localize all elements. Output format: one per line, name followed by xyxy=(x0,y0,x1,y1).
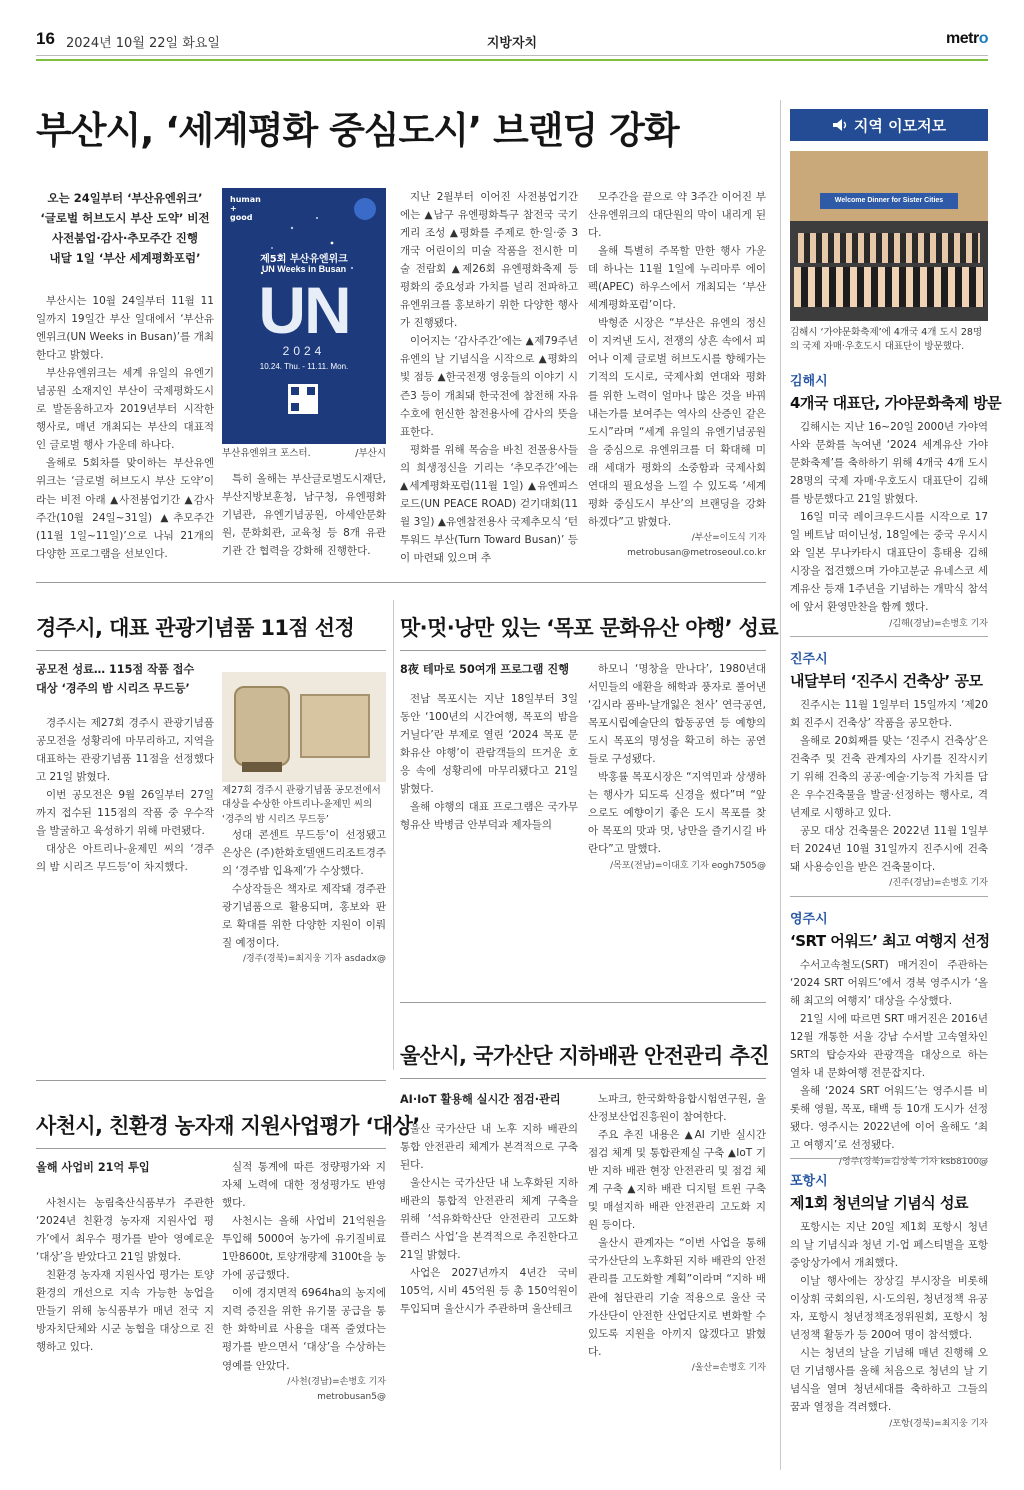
gyeongju-title-rule xyxy=(36,650,386,651)
mokpo-subhead: 8夜 테마로 50여개 프로그램 진행 xyxy=(400,663,569,676)
ulsan-col-2: 노파크, 한국화학융합시험연구원, 울산정보산업진흥원이 참여한다. 주요 추진 내용은 ▲AI 기반 실시간 점검 체계 및 통합관제실 구축 ▲IoT 기반 지하 배관 현장 안전관리 및 점검 체계 구축 ▲지하 배관 디지털 트윈 구축 및 매설지하 배관 안전관리 고도화 지원 등이다. 울산시 관계자는 “이번 사업을 통해 국가산단의 노후화된 지하 배관의 안전관리를 고도화할 계획”이라며 “지하 배관에 첨단관리 기술 적용으로 울산 국가산단이 안전한 산업단지로 변화할 수 있도록 지원을 아끼지 않겠다고 밝혔다. /울산=손병호 기자 xyxy=(588,1090,766,1456)
sacheon-col-1: 사천시는 농림축산식품부가 주관한 ‘2024년 친환경 농자재 지원사업 평가’에서 최우수 평가를 받아 영예로운 ‘대상’을 받았다고 21일 밝혔다. 친환경 농자재 지원사업 평가는 토양 환경의 개선으로 지속 가능한 농업을 만들기 위해 농식품부가 매년 전국 지방자치단체와 시군 농협을 대상으로 진행하고 있다. xyxy=(36,1197,214,1354)
column-divider xyxy=(393,600,394,1070)
section-name: 지방자치 xyxy=(486,36,538,51)
sidebar-body-pohang: 포항시는 지난 20일 제1회 포항시 청년의 날 기념식과 청년 기-업 페스티벌을 포항중앙상가에서 개최했다. 이날 행사에는 장상길 부시장을 비롯해 이상휘 국회의원, 시·도의원, 청년정책 유공자, 포항시 청년정책조정위원회, 포항시 청년정책 활동가 등 200여 명이 참석했다. 시는 청년의 날을 기념해 매년 진행해 오던 기념행사를 올해 처음으로 청년의 날 기념식을 열며 청년세대를 축하하고 그들의 꿈과 열정을 격려했다. /포항(경북)=최지웅 기자 xyxy=(790,1221,988,1429)
sidebar-body-gimhae: 김해시는 지난 16~20일 2000년 가야역사와 문화를 녹여낸 ‘2024 세계유산 가야문화축제’를 축하하기 위해 4개국 4개 도시 28명의 국제 자매·우호도시 대표단이 김해를 방문했다고 21일 밝혔다. 16일 미국 레이크우드시를 시작으로 17일 베트남 떠이닌성, 18일에는 중국 우시시와 일본 무나카타시 대표단이 흥태용 김해시장을 접견했으며 가야고분군 유네스코 세계유산 등재 1주년을 기념하는 개막식 참석에 앞서 환영만찬을 함께 했다. /김해(경남)=손병호 기자 xyxy=(790,421,988,629)
sidebar-title-jinju: 내달부터 ‘진주시 건축상’ 공모 xyxy=(790,672,983,690)
mokpo-col-1: 전남 목포시는 지난 18일부터 3일 동안 ‘100년의 시간여행, 목포의 밤을 거닐다’란 부제로 열린 ‘2024 목포 문화유산 야행’이 관람객들의 뜨거운 호응 속에 성황리에 마무리됐다고 21일 밝혔다. 올해 야행의 대표 프로그램은 국가무형유산 박병금 안부덕과 제자들의 xyxy=(400,693,578,832)
sacheon-subhead: 올해 사업비 21억 투입 xyxy=(36,1161,150,1174)
gyeongju-photo-caption: 제27회 경주시 관광기념품 공모전에서 대상을 수상한 아트리나-윤제민 씨의 ‘경주의 밤 시리즈 무드등’ xyxy=(222,785,381,825)
gyeongju-headline: 경주시, 대표 관광기념품 11점 선정 xyxy=(36,616,355,640)
sidebar-title-pohang: 제1회 청년의날 기념식 성료 xyxy=(790,1194,968,1212)
sidebar-divider xyxy=(780,100,781,1470)
sacheon-title-rule xyxy=(36,1148,386,1149)
mokpo-col-2: 하모니 ‘명창을 만나다’, 1980년대 서민들의 애환을 해학과 풍자로 풀어낸 ‘김시라 품바-날개잃은 천사’ 연극공연, 목포시립예술단의 합동공연 등 예향의 도시 목포의 명성을 확고히 하는 공연들로 구성됐다. 박홍률 목포시장은 “지역민과 상생하는 행사가 되도록 신경을 썼다”며 “앞으로도 예향이기 좋은 도시 목포를 찾아 목포의 맛과 멋, 낭만을 즐기시길 바란다”고 말했다. /목포(전남)=이대호 기자 eogh7505@ xyxy=(588,660,766,990)
mokpo-headline: 맛·멋·낭만 있는 ‘목포 문화유산 야행’ 성료 xyxy=(400,616,779,640)
ulsan-subhead: AI·IoT 활용해 실시간 점검·관리 xyxy=(400,1093,561,1106)
sidebar-city-yeongju: 영주시 xyxy=(790,912,828,927)
sidebar-divider-3 xyxy=(790,1158,988,1159)
ulsan-col-1: 울산 국가산단 내 노후 지하 배관의 통합 안전관리 체계가 본격적으로 구축된다. 울산시는 국가산단 내 노후화된 지하 배관의 통합적 안전관리 체계 구축을 위해 ‘석유화학산단 안전관리 고도화 플러스 사업’을 본격적으로 추진한다고 21일 밝혔다. 사업은 2027년까지 4년간 국비 105억, 시비 45억원 등 총 150억원이 투입되며 울산시가 주관하며 울산테크 xyxy=(400,1123,578,1316)
main-col-2: 특히 올해는 부산글로벌도시재단, 부산지방보훈청, 남구청, 유엔평화기념관, 유엔기념공원, 아세안문화원, 문화회관, 교육청 등 8개 유관 기관 간 협력을 강화해 진행한다. xyxy=(222,473,386,558)
sidebar-header: 지역 이모저모 xyxy=(790,109,988,141)
sidebar-photo-caption: 김해시 ‘가야문화축제’에 4개국 4개 도시 28명의 국제 자매·우호도시 대표단이 방문했다. xyxy=(790,327,983,353)
sidebar-city-gimhae: 김해시 xyxy=(790,374,828,389)
gyeongju-mood-lamp-photo xyxy=(222,672,386,782)
sacheon-headline: 사천시, 친환경 농자재 지원사업평가 ‘대상’ xyxy=(36,1114,420,1138)
sidebar-body-yeongju: 수서고속철도(SRT) 매거진이 주관하는 ‘2024 SRT 어워드’에서 경북 영주시가 ‘올해 최고의 여행지’ 대상을 수상했다. 21일 시에 따르면 SRT 매거진은 2016년 12월 개통한 서울 강남 수서발 고속열차인 SRT의 탑승자와 관광객을 대상으로 하는 열차 내 문화여행 전문잡지다. 올해 ‘2024 SRT 어워드’는 영주시를 비롯해 영월, 목포, 태백 등 10개 도시가 선정됐다. 영주시는 2022년에 이어 올해도 ‘최고 여행지’로 선정됐다. /영주(경북)=김상북 기자 ksb8100@ xyxy=(790,959,988,1167)
main-bottom-divider xyxy=(36,582,766,583)
sidebar-city-jinju: 진주시 xyxy=(790,652,828,667)
sidebar-title-yeongju: ‘SRT 어워드’ 최고 여행지 선정 xyxy=(790,932,990,950)
sacheon-col-2: 실적 통계에 따른 정량평가와 지자체 노력에 대한 정성평가도 반영했다. 사천시는 올해 사업비 21억원을 투입해 5000여 농가에 유기질비료 1만8600t, 토양개량제 3100t을 농가에 공급했다. 이에 경지면적 6964ha의 농지에 지력 증진을 위한 유기물 공급을 통한 화학비료 사용을 대폭 줄였다는 평가를 받으면서 ‘대상’을 수상하는 영예를 안았다. /사천(경남)=손병호 기자 metrobusan5@ xyxy=(222,1158,386,1456)
sidebar-body-jinju: 진주시는 11월 1일부터 15일까지 ‘제20회 진주시 건축상’ 작품을 공모한다. 올해로 20회째를 맞는 ‘진주시 건축상’은 건축주 및 건축 관계자의 사기를 진작시키기 위해 건축의 공공·예술·기능적 가치를 담은 우수건축물을 발굴·선정하는 행사로, 격년제로 시행하고 있다. 공모 대상 건축물은 2022년 11월 1일부터 2024년 10월 31일까지 진주시에 건축돼 사용승인을 받은 건축물이다. /진주(경남)=손병호 기자 xyxy=(790,699,988,889)
main-byline: /부산=이도식 기자 xyxy=(691,532,766,543)
ulsan-headline: 울산시, 국가산단 지하배관 안전관리 추진 xyxy=(400,1044,769,1068)
header-accent-rule xyxy=(36,59,988,61)
poster-caption: 부산유엔위크 포스터. /부산시 xyxy=(222,448,386,459)
gyeongju-byline: /경주(경북)=최지웅 기자 asdadx@ xyxy=(242,954,386,965)
main-col-4: 모주간을 끝으로 약 3주간 이어진 부산유엔위크의 대단원의 막이 내리게 된다. 올해 특별히 주목할 만한 행사 가운데 하나는 11월 1일에 누리마루 에이펙(APEC) 하우스에서 개최되는 ‘부산 세계평화포럼’이다. 박형준 시장은 “부산은 유엔의 정신이 지켜낸 도시, 전쟁의 상흔 속에서 피어나 이제 글로벌 허브도시를 향해가는 기적의 도시로, 국제사회 연대와 평화를 위한 노력이 얼마나 많은 것을 바꿔내는가를 보여주는 역사의 산증인 같은 도시”라며 “세계 유일의 유엔기념공원을 중심으로 유엔위크를 더 확대해 미래 세대가 평화의 소중함과 국제사회 연대의 필요성을 느낄 수 있도록 ‘세계평화 중심도시 부산’의 브랜딩을 강화하겠다”고 밝혔다. /부산=이도식 기자 metrobusan@metroseoul.co.kr xyxy=(588,188,766,564)
sacheon-byline: /사천(경남)=손병호 기자 metrobusan5@ xyxy=(287,1376,386,1403)
main-email: metrobusan@metroseoul.co.kr xyxy=(627,548,766,559)
mokpo-byline: /목포(전남)=이대호 기자 eogh7505@ xyxy=(610,860,766,871)
sidebar-title-gimhae: 4개국 대표단, 가야문화축제 방문 xyxy=(790,394,1002,412)
speaker-icon xyxy=(832,118,848,132)
gyeongju-col-2: 성대 콘센트 무드등’이 선정됐고 은상은 (주)한화호텔앤드리조트경주의 ‘경주밤 입욕제’가 수상했다. 수상작들은 책자로 제작돼 경주관광기념품으로 활용되며, 홍보와 판로 확대를 위한 다양한 지원이 이뤄질 예정이다. /경주(경북)=최지웅 기자 asdadx@ xyxy=(222,826,386,1064)
main-col-3: 지난 2월부터 이어진 사전붐업기간에는 ▲남구 유엔평화특구 참전국 국기게리 조성 ▲평화를 주제로 한·일·중 3개국 어린이의 미술 작품을 전시한 미술 전람회 ▲제26회 유엔평화축제 등 평화의 중요성과 가치를 널리 전파하고 유엔위크를 홍보하기 위한 다양한 행사가 진행됐다. 이어지는 ‘감사주간’에는 ▲제79주년 유엔의 날 기념식을 시작으로 ▲평화의 빛 점등 ▲한국전쟁 영웅들의 이야기 시즌3 등이 개최돼 한국전에 참전해 자유 수호에 헌신한 참전용사에 감사의 뜻을 표한다. 평화를 위해 목숨을 바친 전몰용사들의 희생정신을 기리는 ‘추모주간’에는 ▲세계평화포럼(11월 1일) ▲유엔피스로드(UN PEACE ROAD) 걷기대회(11월 3일) ▲유엔참전용사 국제추모식 ‘턴 투워드 부산(Turn Toward Busan)’ 등이 마련돼 있으며 추 xyxy=(400,191,578,564)
gyeongju-subhead: 공모전 성료… 115점 작품 접수 대상 ‘경주의 밤 시리즈 무드등’ xyxy=(36,663,195,696)
sidebar-divider-1 xyxy=(790,636,988,637)
ulsan-byline: /울산=손병호 기자 xyxy=(691,1362,766,1373)
mokpo-bottom-divider xyxy=(400,1002,766,1003)
main-col-1: 부산시는 10월 24일부터 11월 11일까지 19일간 부산 일대에서 ‘부산유엔위크(UN Weeks in Busan)’를 개최한다고 밝혔다. 부산유엔위크는 세계 유일의 유엔기념공원 소재지인 부산이 국제평화도시로 발돋움하고자 2019년부터 시작한 행사로, 매년 개최되는 부산의 대표적인 글로벌 행사 가운데 하나다. 올해로 5회차를 맞이하는 부산유엔위크는 ‘글로벌 허브도시 부산 도약’이라는 비전 아래 ▲사전붐업기간 ▲감사주간(10월 24일~31일) ▲추모주간(11월 1일~11일)’으로 나눠 21개의 다양한 프로그램을 선보인다. xyxy=(36,295,214,560)
metro-logo: metro xyxy=(946,30,988,47)
mokpo-title-rule xyxy=(400,650,766,651)
header-divider xyxy=(36,55,988,56)
page-header xyxy=(36,28,988,52)
main-headline: 부산시, ‘세계평화 중심도시’ 브랜딩 강화 xyxy=(36,109,679,152)
sidebar-city-pohang: 포항시 xyxy=(790,1174,828,1189)
page-number: 16 xyxy=(36,29,55,48)
issue-date: 2024년 10월 22일 화요일 xyxy=(66,36,220,51)
sacheon-top-divider xyxy=(36,1080,386,1081)
un-weeks-poster: human + good 제5회 부산유엔위크 UN Weeks in Busan UN 2024 10.24. Thu. - 11.11. Mon. xyxy=(222,188,386,444)
main-lead-box: 오는 24일부터 ‘부산유엔위크’ ‘글로벌 허브도시 부산 도약’ 비전 사전붐업·감사·추모주간 진행 내달 1일 ‘부산 세계평화포럼’ xyxy=(40,191,210,266)
ulsan-title-rule xyxy=(400,1078,766,1079)
gyeongju-col-1: 경주시는 제27회 경주시 관광기념품 공모전을 성황리에 마무리하고, 지역을 대표하는 관광기념품 11점을 선정했다고 21일 밝혔다. 이번 공모전은 9월 26일부터 27일까지 접수된 115점의 작품 중 우수작을 발굴하고 육성하기 위해 마련됐다. 대상은 아트리나-윤제민 씨의 ‘경주의 밤 시리즈 무드등’이 차지했다. xyxy=(36,717,214,874)
sidebar-divider-2 xyxy=(790,896,988,897)
gimhae-delegation-photo: Welcome Dinner for Sister Cities xyxy=(790,151,988,321)
qr-code-icon xyxy=(288,384,318,414)
